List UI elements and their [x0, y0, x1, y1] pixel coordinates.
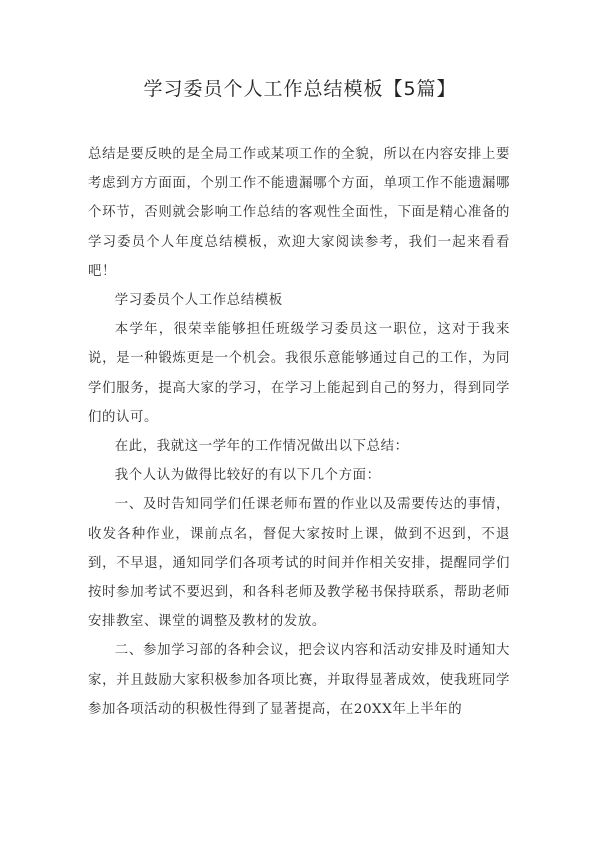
document-title: 学习委员个人工作总结模板【5篇】 — [143, 78, 457, 100]
body-paragraph: 我个人认为做得比较好的有以下几个方面： — [114, 468, 381, 484]
document-body — [88, 140, 510, 724]
body-paragraph: 本学年，很荣幸能够担任班级学习委员这一职位，这对于我来说，是一种锻炼更是一个机会。我很乐意能够通过自己的工作，为同学们服务，提高大家的学习，在学习上能起到自己的努力，得到同学们的认可。 — [88, 322, 510, 425]
body-paragraph: 一、及时告知同学们任课老师布置的作业以及需要传达的事情，收发各种作业，课前点名，督促大家按时上课，做到不迟到，不退到，不早退，通知同学们各项考试的时间并作相关安排，提醒同学们按时参加考试不要迟到，和各科老师及教学秘书保持联系，帮助老师安排教室、课堂的调整及教材的发放。 — [88, 497, 510, 630]
body-paragraph: 在此，我就这一学年的工作情况做出以下总结： — [114, 439, 409, 455]
section-heading: 学习委员个人工作总结模板 — [114, 293, 283, 309]
body-paragraph: 二、参加学习部的各种会议，把会议内容和活动安排及时通知大家，并且鼓励大家积极参加各项比赛，并取得显著成效，使我班同学参加各项活动的积极性得到了显著提高，在20XX年上半年的 — [88, 643, 510, 717]
intro-paragraph: 总结是要反映的是全局工作或某项工作的全貌，所以在内容安排上要考虑到方方面面，个别工作不能遗漏哪个方面，单项工作不能遗漏哪个环节，否则就会影响工作总结的客观性全面性，下面是精心准备的学习委员个人年度总结模板，欢迎大家阅读参考，我们一起来看看吧！ — [88, 147, 510, 279]
